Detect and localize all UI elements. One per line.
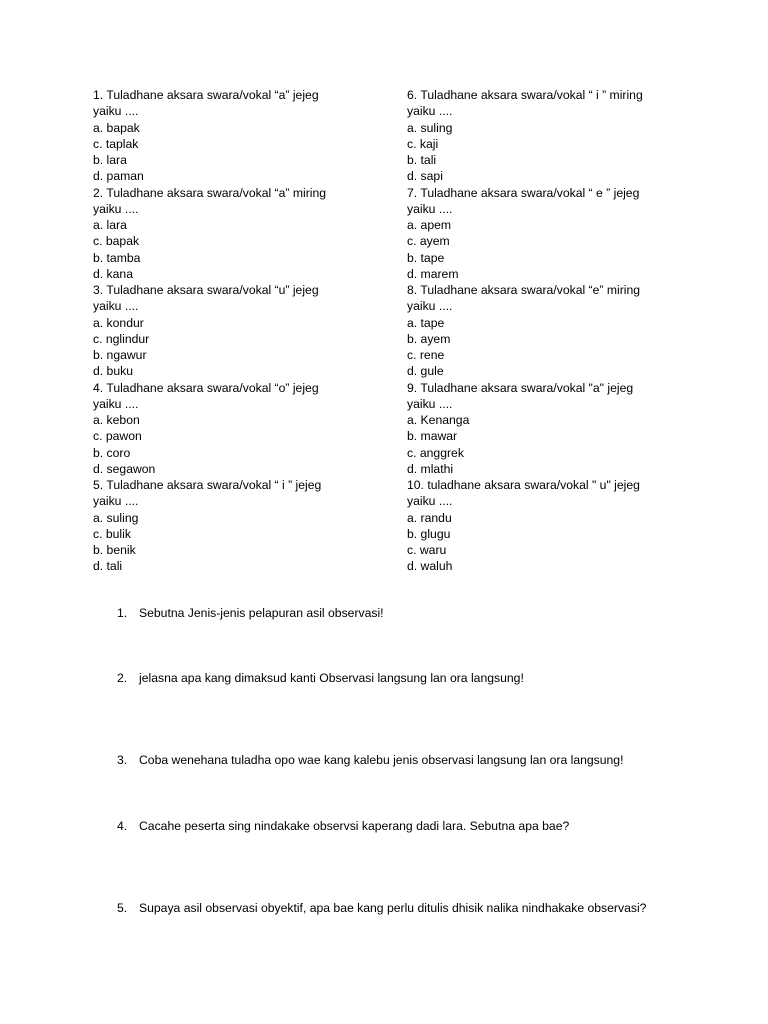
right-question-column bbox=[407, 87, 707, 575]
option: d. gule bbox=[407, 364, 444, 379]
option: c. nglindur bbox=[93, 331, 150, 346]
essay-question-5 bbox=[117, 901, 646, 915]
question-text: 6. Tuladhane aksara swara/vokal “ i ” miring bbox=[407, 88, 643, 102]
option: b. mawar bbox=[407, 429, 458, 444]
essay-question-1 bbox=[117, 606, 384, 620]
option: a. suling bbox=[93, 510, 139, 525]
essay-number: 1. bbox=[117, 606, 128, 620]
question-4 bbox=[93, 380, 393, 478]
option: c. pawon bbox=[93, 429, 142, 444]
question-continuation: yaiku .... bbox=[93, 201, 139, 216]
option: c. anggrek bbox=[407, 445, 464, 460]
option: b. ngawur bbox=[93, 348, 147, 362]
question-text: 10. tuladhane aksara swara/vokal " u" jejeg bbox=[407, 478, 640, 492]
option: d. paman bbox=[93, 169, 144, 184]
question-9 bbox=[407, 380, 707, 478]
question-text: 3. Tuladhane aksara swara/vokal “u” jejeg bbox=[93, 283, 319, 297]
question-3 bbox=[93, 282, 393, 380]
essay-number: 3. bbox=[117, 753, 128, 767]
option: a. apem bbox=[407, 218, 452, 232]
option: d. sapi bbox=[407, 169, 443, 184]
question-5 bbox=[93, 477, 393, 575]
essay-text: Coba wenehana tuladha opo wae kang kalebu jenis observasi langsung lan ora langsung! bbox=[139, 753, 624, 767]
question-continuation: yaiku .... bbox=[407, 299, 453, 314]
option: b. glugu bbox=[407, 526, 451, 541]
question-text: 8. Tuladhane aksara swara/vokal “e” miring bbox=[407, 283, 641, 297]
option: d. segawon bbox=[93, 461, 156, 476]
question-text: 5. Tuladhane aksara swara/vokal “ i ” jejeg bbox=[93, 478, 322, 492]
option: a. tape bbox=[407, 315, 445, 330]
essay-number: 5. bbox=[117, 901, 128, 915]
option: b. tamba bbox=[93, 250, 141, 265]
option: d. marem bbox=[407, 266, 459, 281]
question-continuation: yaiku .... bbox=[93, 396, 139, 411]
option: c. rene bbox=[407, 348, 445, 362]
essay-question-2 bbox=[117, 671, 524, 685]
option: c. ayem bbox=[407, 234, 450, 249]
option: a. kondur bbox=[93, 315, 144, 330]
option: b. benik bbox=[93, 543, 136, 557]
question-continuation: yaiku .... bbox=[407, 104, 453, 119]
option: d. mlathi bbox=[407, 461, 454, 476]
option: b. ayem bbox=[407, 331, 451, 346]
question-text: 9. Tuladhane aksara swara/vokal "a" jejeg bbox=[407, 380, 634, 395]
question-text: 4. Tuladhane aksara swara/vokal “o” jejeg bbox=[93, 380, 319, 395]
option: a. bapak bbox=[93, 120, 140, 135]
question-text: 1. Tuladhane aksara swara/vokal “a” jejeg bbox=[93, 88, 319, 102]
option: c. bapak bbox=[93, 234, 140, 249]
option: c. bulik bbox=[93, 526, 131, 541]
question-7 bbox=[407, 185, 707, 283]
essay-number: 4. bbox=[117, 819, 128, 833]
option: d. tali bbox=[93, 559, 123, 574]
option: b. tape bbox=[407, 250, 445, 265]
question-continuation: yaiku .... bbox=[407, 201, 453, 216]
question-text: 2. Tuladhane aksara swara/vokal “a” miring bbox=[93, 185, 327, 200]
question-continuation: yaiku .... bbox=[93, 494, 139, 509]
option: b. tali bbox=[407, 153, 437, 167]
option: b. lara bbox=[93, 153, 127, 167]
option: d. waluh bbox=[407, 559, 453, 574]
option: a. kebon bbox=[93, 413, 140, 427]
option: d. kana bbox=[93, 266, 133, 281]
question-6 bbox=[407, 87, 707, 185]
question-continuation: yaiku .... bbox=[407, 396, 453, 411]
essay-text: jelasna apa kang dimaksud kanti Observasi langsung lan ora langsung! bbox=[139, 671, 524, 685]
essay-text: Sebutna Jenis-jenis pelapuran asil observasi! bbox=[139, 606, 384, 620]
question-2 bbox=[93, 185, 393, 283]
option: a. Kenanga bbox=[407, 413, 470, 427]
option: c. taplak bbox=[93, 136, 139, 151]
option: d. buku bbox=[93, 364, 133, 379]
option: a. randu bbox=[407, 510, 452, 525]
question-continuation: yaiku .... bbox=[93, 104, 139, 119]
option: c. kaji bbox=[407, 136, 439, 151]
question-8 bbox=[407, 282, 707, 380]
essay-number: 2. bbox=[117, 671, 128, 685]
essay-question-4 bbox=[117, 819, 569, 833]
question-text: 7. Tuladhane aksara swara/vokal “ e ” jejeg bbox=[407, 185, 640, 200]
question-continuation: yaiku .... bbox=[93, 299, 139, 314]
question-continuation: yaiku .... bbox=[407, 494, 453, 509]
question-1 bbox=[93, 87, 393, 185]
option: b. coro bbox=[93, 445, 131, 460]
essay-text: Cacahe peserta sing nindakake observsi kaperang dadi lara. Sebutna apa bae? bbox=[139, 819, 570, 833]
option: a. suling bbox=[407, 120, 453, 135]
left-question-column bbox=[93, 87, 393, 575]
essay-question-3 bbox=[117, 753, 623, 767]
essay-text: Supaya asil observasi obyektif, apa bae kang perlu ditulis dhisik nalika nindhakake observasi? bbox=[139, 901, 647, 915]
question-10 bbox=[407, 477, 707, 575]
option: a. lara bbox=[93, 218, 127, 232]
option: c. waru bbox=[407, 543, 447, 557]
